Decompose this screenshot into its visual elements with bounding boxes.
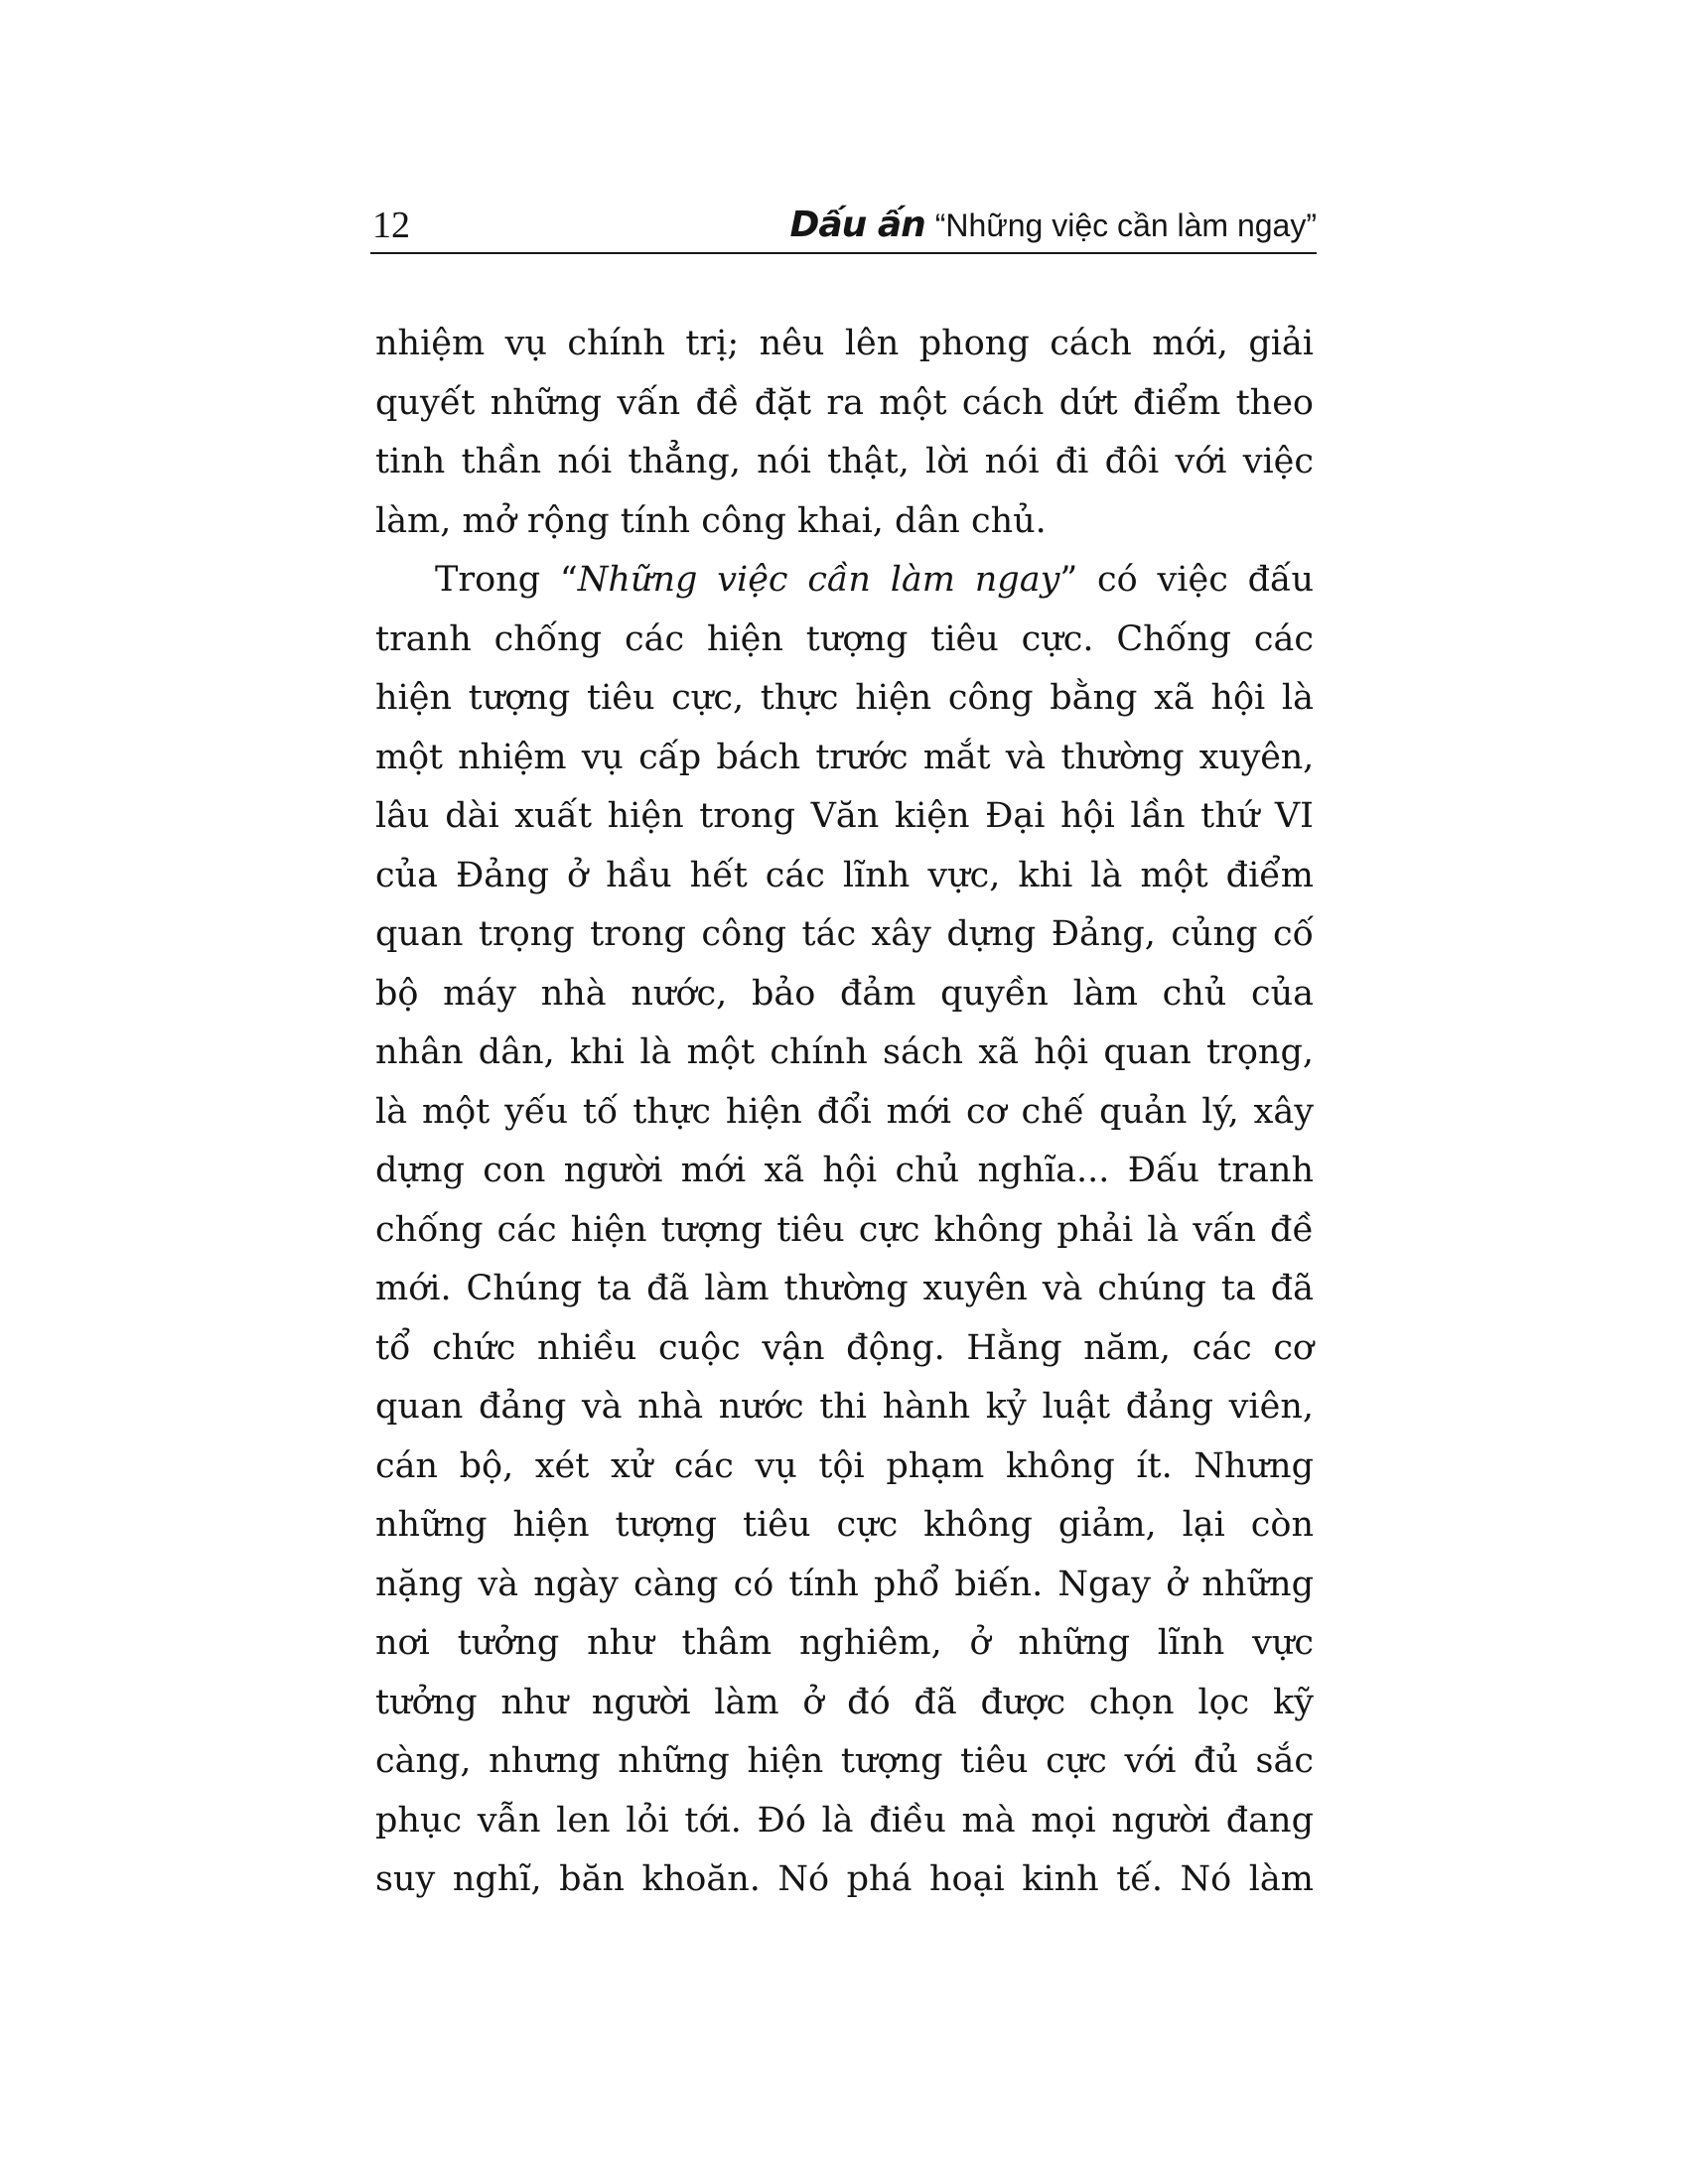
text-segment: Trong “ xyxy=(435,560,578,600)
text-line xyxy=(375,551,1314,611)
text-line: của Đảng ở hầu hết các lĩnh vực, khi là một điểm xyxy=(375,855,1314,895)
text-line: quyết những vấn đề đặt ra một cách dứt điểm theo xyxy=(375,382,1314,423)
text-line: là một yếu tố thực hiện đổi mới cơ chế quản lý, xây xyxy=(375,1091,1314,1132)
text-line: tưởng như người làm ở đó đã được chọn lọc kỹ xyxy=(375,1682,1314,1722)
text-line: mới. Chúng ta đã làm thường xuyên và chúng ta đã xyxy=(375,1269,1314,1308)
running-header xyxy=(370,197,1317,254)
page-number: 12 xyxy=(372,205,410,246)
text-line: phục vẫn len lỏi tới. Đó là điều mà mọi người đang xyxy=(375,1800,1314,1841)
running-title-lead: Dấu ấn xyxy=(789,205,925,245)
text-line: nơi tưởng như thâm nghiêm, ở những lĩnh vực xyxy=(375,1623,1314,1663)
text-line: chống các hiện tượng tiêu cực không phải là vấn đề xyxy=(375,1209,1314,1250)
text-line: quan trọng trong công tác xây dựng Đảng, củng cố xyxy=(375,914,1314,954)
text-line: tinh thần nói thẳng, nói thật, lời nói đi đôi với việc xyxy=(375,442,1314,481)
text-line: dựng con người mới xã hội chủ nghĩa... Đấu tranh xyxy=(375,1151,1314,1190)
text-line: hiện tượng tiêu cực, thực hiện công bằng xã hội là xyxy=(375,678,1314,718)
running-title-rest: “Những việc cần làm ngay” xyxy=(934,207,1317,243)
text-line: tranh chống các hiện tượng tiêu cực. Chống các xyxy=(375,618,1314,659)
text-line: làm, mở rộng tính công khai, dân chủ. xyxy=(375,500,1047,541)
text-line: tổ chức nhiều cuộc vận động. Hằng năm, các cơ xyxy=(375,1327,1314,1368)
text-segment: ” có việc đấu xyxy=(1059,560,1314,600)
text-line: nhân dân, khi là một chính sách xã hội quan trọng, xyxy=(375,1032,1314,1072)
text-line: những hiện tượng tiêu cực không giảm, lại còn xyxy=(375,1505,1314,1545)
text-line: nhiệm vụ chính trị; nêu lên phong cách mới, giải xyxy=(375,324,1314,363)
paragraph xyxy=(375,315,1314,551)
text-line: bộ máy nhà nước, bảo đảm quyền làm chủ của xyxy=(375,973,1314,1014)
text-line: lâu dài xuất hiện trong Văn kiện Đại hội lần thứ VI xyxy=(375,796,1314,836)
text-line: quan đảng và nhà nước thi hành kỷ luật đảng viên, xyxy=(375,1387,1314,1427)
paragraph xyxy=(375,551,1314,1910)
text-line: càng, nhưng những hiện tượng tiêu cực với đủ sắc xyxy=(375,1741,1314,1781)
running-title xyxy=(789,207,1317,243)
emphasized-title: Những việc cần làm ngay xyxy=(577,560,1060,600)
text-line: một nhiệm vụ cấp bách trước mắt và thường xuyên, xyxy=(375,737,1314,777)
body-text xyxy=(375,315,1314,1910)
text-line: suy nghĩ, băn khoăn. Nó phá hoại kinh tế. Nó làm xyxy=(375,1859,1314,1899)
text-line: nặng và ngày càng có tính phổ biến. Ngay ở những xyxy=(375,1564,1314,1604)
text-line: cán bộ, xét xử các vụ tội phạm không ít. Nhưng xyxy=(375,1445,1314,1486)
